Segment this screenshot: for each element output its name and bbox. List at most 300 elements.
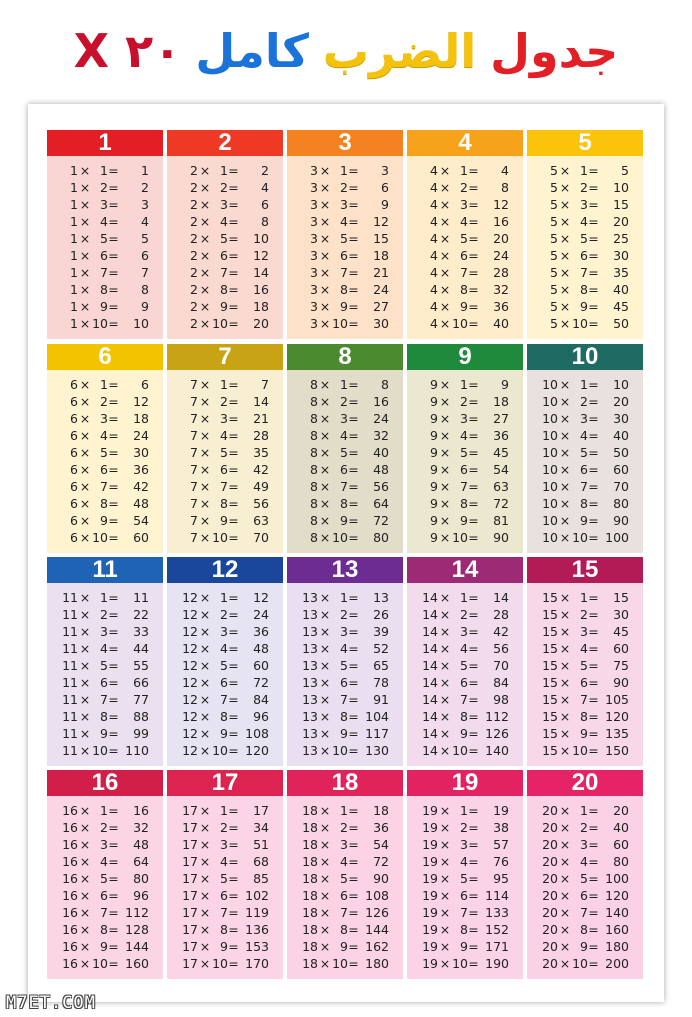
- table-block-14: [407, 557, 523, 766]
- equals-sign: =: [588, 658, 599, 673]
- multiplier: 4: [100, 641, 108, 656]
- times-sign: ×: [199, 214, 211, 229]
- times-sign: ×: [319, 820, 331, 835]
- equals-sign: =: [108, 888, 119, 903]
- equals-sign: =: [108, 726, 119, 741]
- multiplicand: 9: [430, 445, 438, 460]
- equals-sign: =: [108, 692, 119, 707]
- product: 55: [133, 658, 149, 673]
- multiplicand: 12: [182, 658, 198, 673]
- multiplicand: 8: [310, 496, 318, 511]
- product: 10: [253, 231, 269, 246]
- multiplicand: 8: [310, 428, 318, 443]
- equals-sign: =: [588, 163, 599, 178]
- equation-row: [407, 606, 523, 623]
- multiplicand: 1: [70, 231, 78, 246]
- multiplicand: 8: [310, 394, 318, 409]
- equation-row: [407, 836, 523, 853]
- multiplier: 9: [100, 726, 108, 741]
- multiplicand: 16: [62, 905, 78, 920]
- equals-sign: =: [468, 282, 479, 297]
- equals-sign: =: [108, 658, 119, 673]
- table-block-6: [47, 344, 163, 553]
- multiplier: 3: [340, 837, 348, 852]
- equation-row: [407, 512, 523, 529]
- multiplier: 1: [580, 163, 588, 178]
- multiplicand: 8: [310, 513, 318, 528]
- equals-sign: =: [588, 231, 599, 246]
- multiplicand: 13: [302, 590, 318, 605]
- multiplicand: 6: [70, 377, 78, 392]
- times-sign: ×: [559, 658, 571, 673]
- times-sign: ×: [79, 743, 91, 758]
- multiplier: 10: [332, 956, 348, 971]
- multiplier: 5: [460, 231, 468, 246]
- product: 32: [373, 428, 389, 443]
- product: 80: [373, 530, 389, 545]
- table-header: 2: [167, 130, 283, 156]
- table-body: [407, 370, 523, 553]
- multiplicand: 19: [422, 888, 438, 903]
- equation-row: [527, 461, 643, 478]
- multiplicand: 15: [542, 743, 558, 758]
- multiplicand: 2: [190, 299, 198, 314]
- times-sign: ×: [199, 496, 211, 511]
- times-sign: ×: [319, 922, 331, 937]
- product: 128: [125, 922, 149, 937]
- multiplier: 3: [100, 624, 108, 639]
- equals-sign: =: [228, 803, 239, 818]
- multiplier: 8: [340, 496, 348, 511]
- equals-sign: =: [108, 675, 119, 690]
- equals-sign: =: [348, 888, 359, 903]
- product: 9: [381, 197, 389, 212]
- times-sign: ×: [559, 692, 571, 707]
- multiplier: 4: [580, 214, 588, 229]
- table-body: [527, 583, 643, 766]
- times-sign: ×: [199, 445, 211, 460]
- times-sign: ×: [439, 820, 451, 835]
- equals-sign: =: [468, 590, 479, 605]
- equation-row: [287, 444, 403, 461]
- equals-sign: =: [228, 837, 239, 852]
- equals-sign: =: [588, 214, 599, 229]
- equation-row: [407, 802, 523, 819]
- multiplier: 1: [460, 377, 468, 392]
- times-sign: ×: [199, 248, 211, 263]
- equals-sign: =: [108, 922, 119, 937]
- equals-sign: =: [468, 820, 479, 835]
- multiplier: 3: [220, 197, 228, 212]
- product: 7: [141, 265, 149, 280]
- multiplicand: 15: [542, 641, 558, 656]
- product: 152: [485, 922, 509, 937]
- multiplicand: 17: [182, 837, 198, 852]
- multiplicand: 16: [62, 854, 78, 869]
- equation-row: [167, 427, 283, 444]
- equation-row: [527, 230, 643, 247]
- times-sign: ×: [439, 299, 451, 314]
- equals-sign: =: [588, 692, 599, 707]
- multiplicand: 14: [422, 658, 438, 673]
- equation-row: [287, 938, 403, 955]
- times-sign: ×: [439, 590, 451, 605]
- times-sign: ×: [439, 462, 451, 477]
- multiplicand: 3: [310, 282, 318, 297]
- product: 150: [605, 743, 629, 758]
- equals-sign: =: [348, 180, 359, 195]
- multiplier: 2: [460, 180, 468, 195]
- times-sign: ×: [79, 248, 91, 263]
- times-sign: ×: [319, 956, 331, 971]
- multiplicand: 5: [550, 265, 558, 280]
- times-sign: ×: [559, 214, 571, 229]
- equation-row: [167, 589, 283, 606]
- times-sign: ×: [439, 231, 451, 246]
- times-sign: ×: [199, 905, 211, 920]
- multiplier: 9: [220, 939, 228, 954]
- product: 32: [493, 282, 509, 297]
- table-block-12: [167, 557, 283, 766]
- product: 76: [493, 854, 509, 869]
- multiplier: 10: [212, 530, 228, 545]
- equals-sign: =: [588, 871, 599, 886]
- equals-sign: =: [108, 513, 119, 528]
- product: 171: [485, 939, 509, 954]
- times-sign: ×: [559, 513, 571, 528]
- times-sign: ×: [559, 248, 571, 263]
- times-table-poster: [28, 104, 664, 1002]
- equals-sign: =: [228, 513, 239, 528]
- multiplicand: 3: [310, 163, 318, 178]
- times-sign: ×: [199, 956, 211, 971]
- multiplicand: 2: [190, 180, 198, 195]
- equals-sign: =: [228, 658, 239, 673]
- equation-row: [47, 742, 163, 759]
- multiplicand: 16: [62, 922, 78, 937]
- times-sign: ×: [439, 871, 451, 886]
- equals-sign: =: [588, 820, 599, 835]
- equals-sign: =: [108, 624, 119, 639]
- multiplier: 3: [460, 197, 468, 212]
- equals-sign: =: [108, 837, 119, 852]
- times-sign: ×: [319, 197, 331, 212]
- multiplier: 1: [580, 803, 588, 818]
- equation-row: [47, 640, 163, 657]
- multiplicand: 7: [190, 428, 198, 443]
- equals-sign: =: [468, 479, 479, 494]
- times-sign: ×: [319, 709, 331, 724]
- equals-sign: =: [108, 939, 119, 954]
- multiplicand: 6: [70, 462, 78, 477]
- times-sign: ×: [559, 905, 571, 920]
- product: 96: [253, 709, 269, 724]
- product: 80: [613, 854, 629, 869]
- multiplicand: 10: [542, 428, 558, 443]
- product: 20: [493, 231, 509, 246]
- product: 72: [493, 496, 509, 511]
- equation-row: [47, 179, 163, 196]
- equals-sign: =: [588, 265, 599, 280]
- equation-row: [527, 264, 643, 281]
- times-sign: ×: [559, 820, 571, 835]
- equals-sign: =: [108, 428, 119, 443]
- times-sign: ×: [199, 837, 211, 852]
- product: 35: [253, 445, 269, 460]
- multiplier: 1: [220, 590, 228, 605]
- multiplicand: 9: [430, 411, 438, 426]
- multiplier: 1: [460, 803, 468, 818]
- multiplier: 3: [580, 837, 588, 852]
- product: 45: [493, 445, 509, 460]
- equation-row: [407, 298, 523, 315]
- product: 4: [501, 163, 509, 178]
- times-sign: ×: [79, 607, 91, 622]
- equals-sign: =: [468, 803, 479, 818]
- equation-row: [287, 606, 403, 623]
- multiplicand: 11: [62, 675, 78, 690]
- product: 22: [133, 607, 149, 622]
- product: 8: [501, 180, 509, 195]
- product: 27: [373, 299, 389, 314]
- equals-sign: =: [588, 956, 599, 971]
- equals-sign: =: [588, 624, 599, 639]
- times-sign: ×: [199, 479, 211, 494]
- times-sign: ×: [319, 854, 331, 869]
- multiplicand: 5: [550, 197, 558, 212]
- multiplicand: 2: [190, 231, 198, 246]
- product: 51: [253, 837, 269, 852]
- times-sign: ×: [559, 265, 571, 280]
- equation-row: [287, 495, 403, 512]
- multiplicand: 12: [182, 726, 198, 741]
- multiplicand: 1: [70, 163, 78, 178]
- multiplier: 9: [340, 939, 348, 954]
- product: 42: [493, 624, 509, 639]
- equation-row: [167, 315, 283, 332]
- multiplicand: 4: [430, 265, 438, 280]
- multiplicand: 16: [62, 939, 78, 954]
- equation-row: [287, 478, 403, 495]
- table-block-19: [407, 770, 523, 979]
- multiplier: 4: [340, 214, 348, 229]
- equals-sign: =: [108, 590, 119, 605]
- multiplier: 6: [220, 248, 228, 263]
- multiplier: 2: [220, 394, 228, 409]
- equals-sign: =: [348, 462, 359, 477]
- times-sign: ×: [319, 214, 331, 229]
- multiplicand: 4: [430, 180, 438, 195]
- product: 54: [133, 513, 149, 528]
- equals-sign: =: [468, 248, 479, 263]
- multiplier: 10: [332, 743, 348, 758]
- equation-row: [287, 904, 403, 921]
- product: 8: [141, 282, 149, 297]
- product: 14: [253, 394, 269, 409]
- multiplicand: 20: [542, 956, 558, 971]
- multiplier: 10: [452, 316, 468, 331]
- multiplier: 2: [580, 180, 588, 195]
- multiplier: 4: [220, 214, 228, 229]
- times-sign: ×: [319, 462, 331, 477]
- times-sign: ×: [79, 939, 91, 954]
- equation-row: [47, 725, 163, 742]
- equals-sign: =: [108, 854, 119, 869]
- product: 170: [245, 956, 269, 971]
- times-sign: ×: [199, 197, 211, 212]
- equation-row: [407, 657, 523, 674]
- multiplicand: 19: [422, 837, 438, 852]
- multiplicand: 13: [302, 692, 318, 707]
- multiplier: 1: [100, 163, 108, 178]
- equals-sign: =: [108, 530, 119, 545]
- multiplier: 7: [580, 692, 588, 707]
- equation-row: [407, 640, 523, 657]
- equals-sign: =: [108, 394, 119, 409]
- product: 18: [373, 803, 389, 818]
- equation-row: [407, 478, 523, 495]
- times-sign: ×: [559, 803, 571, 818]
- multiplicand: 9: [430, 479, 438, 494]
- equation-row: [527, 529, 643, 546]
- multiplicand: 14: [422, 607, 438, 622]
- multiplicand: 5: [550, 282, 558, 297]
- multiplier: 7: [580, 265, 588, 280]
- equation-row: [167, 247, 283, 264]
- multiplicand: 4: [430, 197, 438, 212]
- multiplicand: 1: [70, 180, 78, 195]
- product: 19: [493, 803, 509, 818]
- equals-sign: =: [108, 231, 119, 246]
- times-sign: ×: [439, 726, 451, 741]
- equals-sign: =: [228, 411, 239, 426]
- equals-sign: =: [588, 180, 599, 195]
- product: 24: [493, 248, 509, 263]
- multiplier: 2: [100, 394, 108, 409]
- equals-sign: =: [348, 726, 359, 741]
- multiplicand: 15: [542, 624, 558, 639]
- multiplicand: 18: [302, 956, 318, 971]
- equation-row: [407, 179, 523, 196]
- multiplier: 3: [580, 197, 588, 212]
- times-sign: ×: [79, 265, 91, 280]
- times-sign: ×: [559, 641, 571, 656]
- product: 42: [133, 479, 149, 494]
- table-body: [167, 370, 283, 553]
- multiplier: 6: [460, 462, 468, 477]
- multiplier: 5: [580, 658, 588, 673]
- equals-sign: =: [468, 743, 479, 758]
- equation-row: [167, 955, 283, 972]
- product: 45: [613, 624, 629, 639]
- equals-sign: =: [588, 590, 599, 605]
- table-header: 3: [287, 130, 403, 156]
- multiplicand: 3: [310, 231, 318, 246]
- times-sign: ×: [79, 837, 91, 852]
- equation-row: [47, 529, 163, 546]
- multiplier: 7: [460, 692, 468, 707]
- equals-sign: =: [348, 624, 359, 639]
- multiplier: 1: [580, 377, 588, 392]
- times-sign: ×: [319, 939, 331, 954]
- product: 12: [493, 197, 509, 212]
- table-body: [287, 370, 403, 553]
- multiplicand: 7: [190, 411, 198, 426]
- times-sign: ×: [319, 394, 331, 409]
- times-sign: ×: [199, 316, 211, 331]
- equation-row: [527, 674, 643, 691]
- product: 85: [253, 871, 269, 886]
- product: 153: [245, 939, 269, 954]
- product: 84: [493, 675, 509, 690]
- equals-sign: =: [228, 462, 239, 477]
- multiplier: 4: [460, 428, 468, 443]
- product: 17: [253, 803, 269, 818]
- equals-sign: =: [348, 675, 359, 690]
- product: 20: [613, 803, 629, 818]
- equals-sign: =: [468, 658, 479, 673]
- multiplier: 8: [580, 922, 588, 937]
- multiplier: 3: [220, 837, 228, 852]
- table-body: [407, 796, 523, 979]
- times-sign: ×: [319, 905, 331, 920]
- equation-row: [407, 623, 523, 640]
- table-block-5: [527, 130, 643, 339]
- times-sign: ×: [559, 854, 571, 869]
- equals-sign: =: [228, 922, 239, 937]
- product: 40: [493, 316, 509, 331]
- multiplier: 5: [580, 445, 588, 460]
- multiplicand: 10: [542, 496, 558, 511]
- equals-sign: =: [468, 197, 479, 212]
- product: 49: [253, 479, 269, 494]
- equation-row: [287, 691, 403, 708]
- multiplier: 4: [340, 641, 348, 656]
- times-sign: ×: [79, 163, 91, 178]
- table-header: 12: [167, 557, 283, 583]
- multiplicand: 18: [302, 888, 318, 903]
- equation-row: [287, 802, 403, 819]
- multiplier: 2: [220, 180, 228, 195]
- equation-row: [167, 512, 283, 529]
- product: 24: [133, 428, 149, 443]
- equals-sign: =: [588, 299, 599, 314]
- product: 36: [373, 820, 389, 835]
- product: 34: [253, 820, 269, 835]
- equals-sign: =: [108, 743, 119, 758]
- multiplier: 6: [100, 462, 108, 477]
- product: 6: [261, 197, 269, 212]
- equation-row: [47, 315, 163, 332]
- equation-row: [407, 529, 523, 546]
- multiplier: 9: [100, 513, 108, 528]
- multiplicand: 10: [542, 445, 558, 460]
- equals-sign: =: [348, 743, 359, 758]
- product: 26: [373, 607, 389, 622]
- multiplicand: 8: [310, 445, 318, 460]
- multiplicand: 13: [302, 641, 318, 656]
- product: 18: [493, 394, 509, 409]
- multiplicand: 12: [182, 607, 198, 622]
- equation-row: [287, 393, 403, 410]
- equation-row: [407, 742, 523, 759]
- table-header: 11: [47, 557, 163, 583]
- times-sign: ×: [439, 248, 451, 263]
- times-sign: ×: [439, 445, 451, 460]
- times-sign: ×: [79, 658, 91, 673]
- multiplicand: 18: [302, 837, 318, 852]
- product: 117: [365, 726, 389, 741]
